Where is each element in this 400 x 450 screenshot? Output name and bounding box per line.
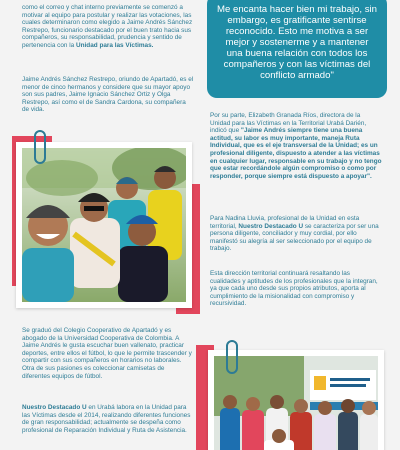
intro-text: como el correo y chat interno previamente se comenzó a motivar al equipo para postular y realizar las votaciones, las cuales determinaron como elegido a Jaime Andrés Sánchez Restrepo, funcionario destacado por el buen trato hacia sus compañeros, su responsabilidad, prudencia y sentido de pertenencia con la <box>22 4 193 49</box>
nadina-paragraph <box>210 215 382 253</box>
work-bold: Nuestro Destacado U <box>22 404 87 411</box>
intro-bold: Unidad para las Víctimas. <box>76 41 154 49</box>
work-text: en Urabá labora en la Unidad para las Víctimas desde el 2014, realizando diferentes funciones de gran responsabilidad; actualmente se despeña como profesional de Reparación Individual y Ruta de Asistencia. <box>22 404 191 434</box>
photo-frame-cyclists <box>16 142 192 308</box>
team-image <box>214 356 378 450</box>
education-text: Se graduó del Colegio Cooperativo de Apartadó y es abogado de la Universidad Cooperativa de Colombia. A Jaime Andrés le gusta escuchar buen vallenato, practicar deportes, entre ellos el fútbol, lo que le permite trascender y compartir con sus compañeros en horarios no laborales. Otra de sus pasiones es coleccionar camisetas de diferentes equipos de fútbol. <box>22 327 192 380</box>
director-text: Por su parte, Elizabeth Granada Ríos, directora de la Unidad para las Víctimas en la Territorial Urabá Darién, indicó que <box>210 112 367 135</box>
paperclip-icon-bottom <box>226 340 238 374</box>
director-paragraph <box>210 112 382 180</box>
nadina-text-a: Para Nadina Lluvia, profesional de la Unidad en esta territorial, <box>210 215 360 230</box>
cyclists-photo <box>22 148 186 302</box>
cyclists-image <box>22 148 186 302</box>
director-quote: "Jaime Andrés siempre tiene una buena actitud, su labor es muy importante, maneja Ruta Individual, que es el eje transversal de la Unidad; es un profesional diligente, dispuesto a atender a las víctimas en cualquier lugar, responsable en su trabajo y no tengo que estar recordándole algún compromiso o como por responder, porque siempre está dispuesto a apoyar". <box>210 127 382 180</box>
paperclip-icon <box>34 130 46 164</box>
team-photo <box>214 356 378 450</box>
bio-text: Jaime Andrés Sánchez Restrepo, oriundo de Apartadó, es el menor de cinco hermanos y considere que su mayor apoyo son sus padres, Jaime Ignacio Sánchez Ortiz y Olga Restrepo, así como el de Sandra Cardona, su compañera de vida. <box>22 76 194 114</box>
quote-text: Me encanta hacer bien mi trabajo, sin embargo, es gratificante sentirse reconocido. Esto me motiva a ser mejor y sostenerme y a mantener una buena relación con todos los compañeros y con las víctimas del conflicto armado" <box>217 4 377 81</box>
closing-paragraph <box>210 270 382 308</box>
nadina-text-b: se caracteriza por ser una persona diligente, conciliador y muy cordial, por ello manifestó su alegría al ser seleccionado por el equipo de trabajo. <box>210 222 379 253</box>
bio-paragraph <box>22 76 194 114</box>
quote-box <box>207 0 387 98</box>
nadina-bold: Nuestro Destacado U <box>238 222 304 230</box>
closing-text: Esta dirección territorial continuará resaltando las cualidades y aptitudes de los profesionales que la integran, ya que cada uno desde sus propios atributos, aporta al cumplimiento de la misionalidad con compromiso y recursividad. <box>210 270 378 308</box>
education-paragraph <box>22 327 194 380</box>
work-paragraph <box>22 404 194 434</box>
intro-paragraph <box>22 4 194 50</box>
